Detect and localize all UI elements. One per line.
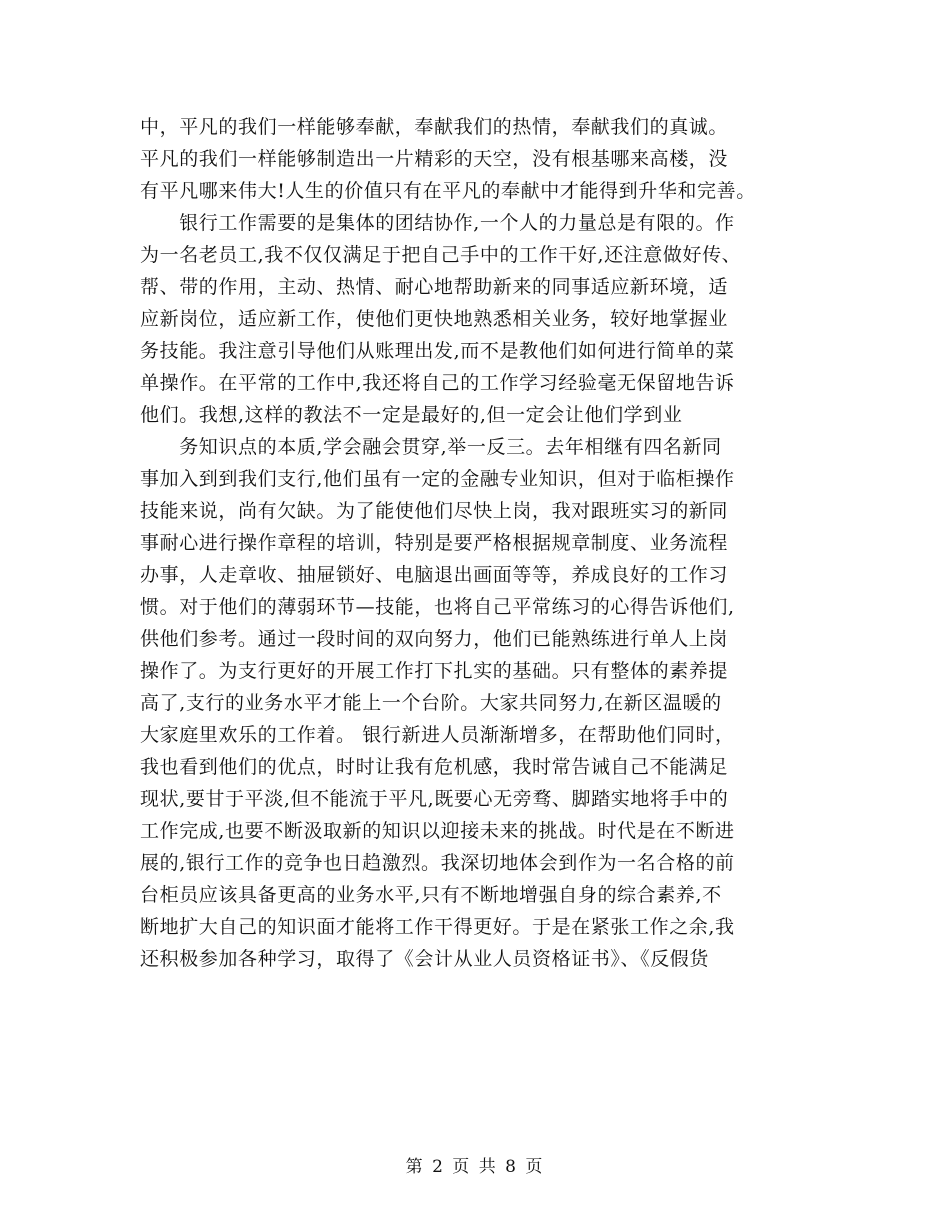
text-line: 中，平凡的我们一样能够奉献，奉献我们的热情，奉献我们的真诚。 [140,116,729,138]
text-line: 断地扩大自己的知识面才能将工作干得更好。于是在紧张工作之余,我 [140,916,735,938]
text-line: 他们。我想,这样的教法不一定是最好的,但一定会让他们学到业 [140,404,683,426]
text-line: 事耐心进行操作章程的培训，特别是要严格根据规章制度、业务流程 [140,532,729,554]
text-line: 还积极参加各种学习，取得了《会计从业人员资格证书》、《反假货 [140,948,710,970]
text-line: 应新岗位，适应新工作，使他们更快地熟悉相关业务，较好地掌握业 [140,308,729,330]
text-line: 平凡的我们一样能够制造出一片精彩的天空，没有根基哪来高楼，没 [140,148,729,170]
text-line: 事加入到到我们支行,他们虽有一定的金融专业知识，但对于临柜操作 [140,468,735,490]
body-text [140,112,830,976]
text-line: 务知识点的本质,学会融会贯穿,举一反三。去年相继有四名新同 [140,436,722,458]
page-number-footer: 第 2 页 共 8 页 [405,1157,545,1177]
text-line: 技能来说，尚有欠缺。为了能使他们尽快上岗，我对跟班实习的新同 [140,500,729,522]
text-line: 现状,要甘于平淡,但不能流于平凡,既要心无旁骛、脚踏实地将手中的 [140,788,729,810]
text-line: 为一名老员工,我不仅仅满足于把自己手中的工作干好,还注意做好传、 [140,244,742,266]
text-line: 高了,支行的业务水平才能上一个台阶。大家共同努力,在新区温暖的 [140,692,722,714]
text-line: 办事，人走章收、抽屉锁好、电脑退出画面等等，养成良好的工作习 [140,564,729,586]
text-line: 单操作。在平常的工作中,我还将自己的工作学习经验毫无保留地告诉 [140,372,735,394]
text-line: 展的,银行工作的竞争也日趋激烈。我深切地体会到作为一名合格的前 [140,852,735,874]
text-line: 大家庭里欢乐的工作着。 银行新进人员渐渐增多，在帮助他们同时， [140,724,735,746]
text-line: 台柜员应该具备更高的业务水平,只有不断地增强自身的综合素养,不 [140,884,722,906]
text-line: 银行工作需要的是集体的团结协作,一个人的力量总是有限的。作 [140,212,735,234]
text-line: 我也看到他们的优点，时时让我有危机感，我时常告诫自己不能满足 [140,756,729,778]
text-line: 帮、带的作用，主动、热情、耐心地帮助新来的同事适应新环境，适 [140,276,729,298]
text-line: 操作了。为支行更好的开展工作打下扎实的基础。只有整体的素养提 [140,660,729,682]
text-line: 供他们参考。通过一段时间的双向努力，他们已能熟练进行单人上岗 [140,628,729,650]
text-line: 有平凡哪来伟大!人生的价值只有在平凡的奉献中才能得到升华和完善。 [140,180,756,202]
text-line: 务技能。我注意引导他们从账理出发,而不是教他们如何进行简单的菜 [140,340,735,362]
text-line: 工作完成,也要不断汲取新的知识以迎接未来的挑战。时代是在不断进 [140,820,735,842]
text-line: 惯。对于他们的薄弱环节—技能，也将自己平常练习的心得告诉他们, [140,596,735,618]
